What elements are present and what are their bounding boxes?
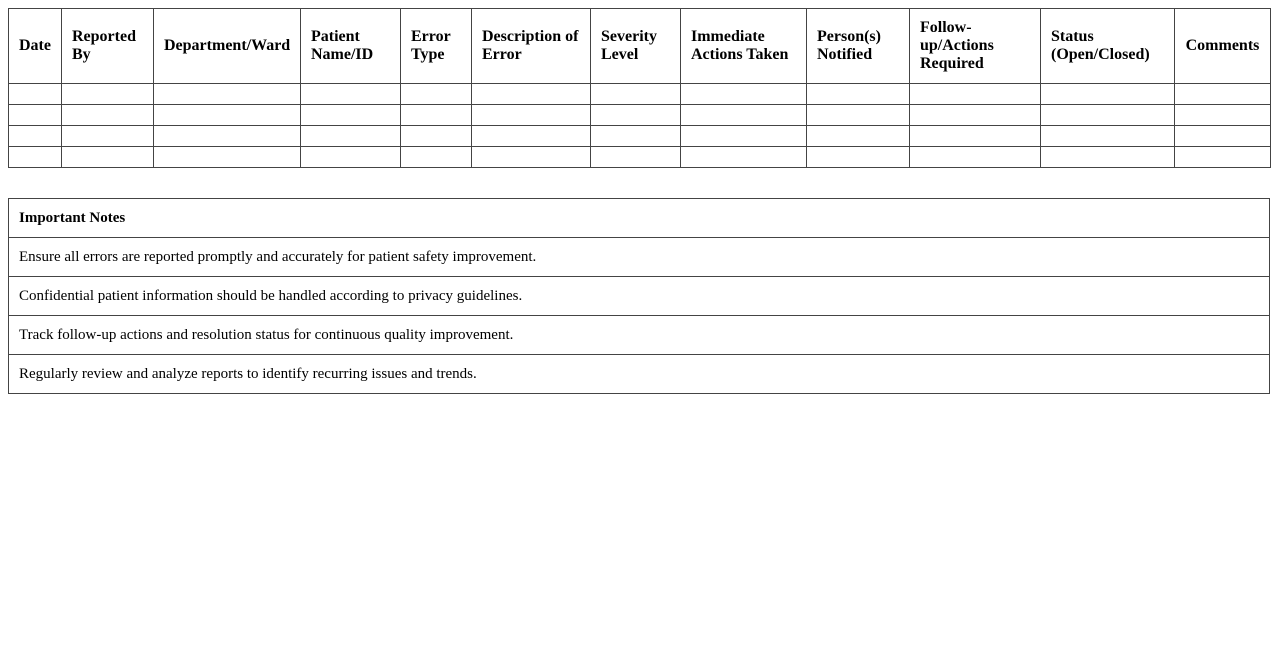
table-cell[interactable] <box>472 126 591 147</box>
table-cell[interactable] <box>301 126 401 147</box>
table-cell[interactable] <box>401 126 472 147</box>
table-header-row <box>9 9 1271 84</box>
table-cell[interactable] <box>401 84 472 105</box>
table-cell[interactable] <box>681 147 807 168</box>
table-cell[interactable] <box>807 126 910 147</box>
table-row <box>9 147 1271 168</box>
table-cell[interactable] <box>62 84 154 105</box>
table-cell[interactable] <box>1041 105 1175 126</box>
column-header-reported-by: Reported By <box>62 9 154 84</box>
column-header-patient-name-id: Patient Name/ID <box>301 9 401 84</box>
column-header-follow-up: Follow-up/Actions Required <box>910 9 1041 84</box>
important-notes-table <box>8 198 1270 394</box>
table-cell[interactable] <box>591 147 681 168</box>
table-cell[interactable] <box>401 105 472 126</box>
column-header-persons-notified: Person(s) Notified <box>807 9 910 84</box>
table-cell[interactable] <box>1175 84 1271 105</box>
table-row <box>9 126 1271 147</box>
table-cell[interactable] <box>681 126 807 147</box>
table-cell[interactable] <box>62 147 154 168</box>
table-cell[interactable] <box>910 126 1041 147</box>
table-cell[interactable] <box>301 147 401 168</box>
column-header-error-type: Error Type <box>401 9 472 84</box>
table-cell[interactable] <box>472 84 591 105</box>
table-row <box>9 84 1271 105</box>
table-cell[interactable] <box>154 126 301 147</box>
table-cell[interactable] <box>591 105 681 126</box>
table-cell[interactable] <box>154 147 301 168</box>
table-cell[interactable] <box>591 126 681 147</box>
column-header-status: Status (Open/Closed) <box>1041 9 1175 84</box>
table-body <box>9 84 1271 168</box>
table-cell[interactable] <box>807 84 910 105</box>
table-cell[interactable] <box>1041 147 1175 168</box>
table-cell[interactable] <box>301 84 401 105</box>
table-cell[interactable] <box>681 84 807 105</box>
table-cell[interactable] <box>910 147 1041 168</box>
column-header-severity-level: Severity Level <box>591 9 681 84</box>
error-log-table <box>8 8 1271 168</box>
table-cell[interactable] <box>9 126 62 147</box>
table-cell[interactable] <box>1175 105 1271 126</box>
table-cell[interactable] <box>807 105 910 126</box>
table-row <box>9 105 1271 126</box>
note-item: Ensure all errors are reported promptly and accurately for patient safety improvement. <box>9 238 1270 277</box>
table-cell[interactable] <box>591 84 681 105</box>
table-cell[interactable] <box>62 105 154 126</box>
note-item: Regularly review and analyze reports to identify recurring issues and trends. <box>9 355 1270 394</box>
table-cell[interactable] <box>1041 126 1175 147</box>
table-cell[interactable] <box>910 84 1041 105</box>
table-cell[interactable] <box>1175 126 1271 147</box>
table-cell[interactable] <box>910 105 1041 126</box>
table-cell[interactable] <box>154 105 301 126</box>
column-header-comments: Comments <box>1175 9 1271 84</box>
column-header-immediate-actions: Immediate Actions Taken <box>681 9 807 84</box>
column-header-date: Date <box>9 9 62 84</box>
page <box>8 8 1270 394</box>
table-cell[interactable] <box>301 105 401 126</box>
table-cell[interactable] <box>1175 147 1271 168</box>
table-cell[interactable] <box>401 147 472 168</box>
table-cell[interactable] <box>681 105 807 126</box>
table-cell[interactable] <box>9 105 62 126</box>
table-cell[interactable] <box>154 84 301 105</box>
notes-title: Important Notes <box>9 199 1270 238</box>
table-cell[interactable] <box>62 126 154 147</box>
table-cell[interactable] <box>472 147 591 168</box>
table-cell[interactable] <box>9 147 62 168</box>
note-item: Confidential patient information should be handled according to privacy guidelines. <box>9 277 1270 316</box>
column-header-department-ward: Department/Ward <box>154 9 301 84</box>
table-cell[interactable] <box>472 105 591 126</box>
table-cell[interactable] <box>1041 84 1175 105</box>
table-cell[interactable] <box>807 147 910 168</box>
table-cell[interactable] <box>9 84 62 105</box>
note-item: Track follow-up actions and resolution status for continuous quality improvement. <box>9 316 1270 355</box>
column-header-description: Description of Error <box>472 9 591 84</box>
